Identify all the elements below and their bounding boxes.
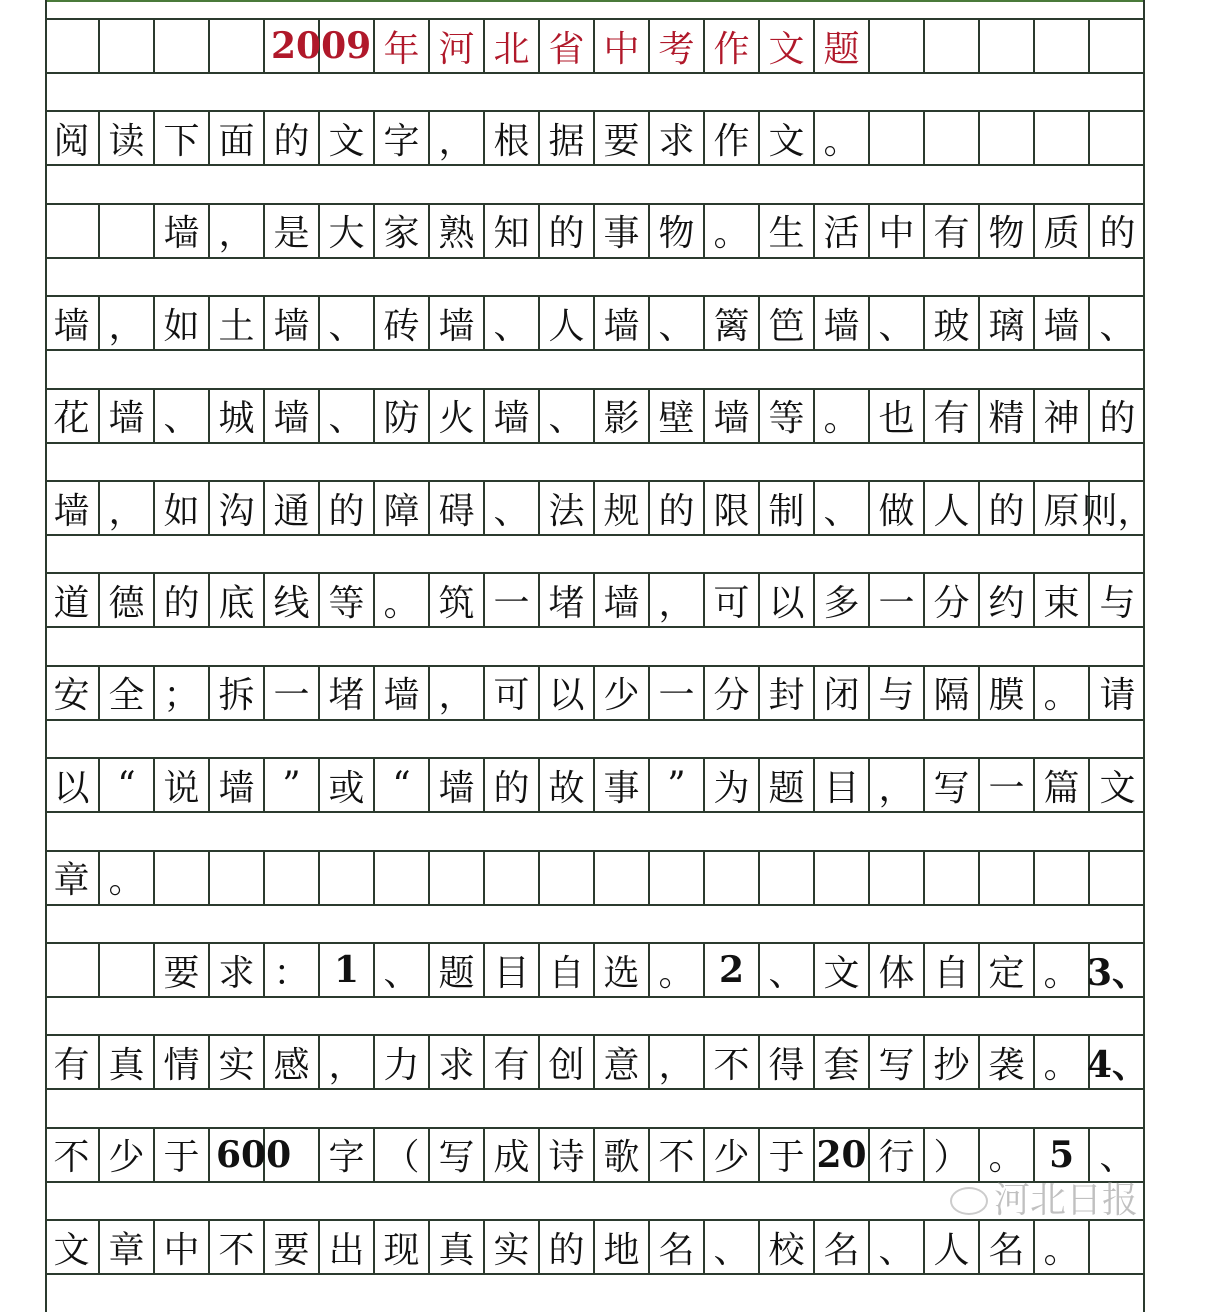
grid-cell: 活 bbox=[815, 205, 870, 257]
grid-cell: 字 bbox=[375, 112, 430, 164]
grid-cell: 以 bbox=[45, 759, 100, 811]
grid-cell: 璃 bbox=[980, 297, 1035, 349]
grid-cell: 墙 bbox=[265, 297, 320, 349]
grid-cell: 出 bbox=[320, 1221, 375, 1273]
grid-cell: 得 bbox=[760, 1036, 815, 1088]
grid-cell: 限 bbox=[705, 482, 760, 534]
grid-cell: 现 bbox=[375, 1221, 430, 1273]
grid-cell: 有 bbox=[925, 205, 980, 257]
grid-cell: 、 bbox=[155, 390, 210, 442]
grid-cell bbox=[45, 205, 100, 257]
grid-cell: 选 bbox=[595, 944, 650, 996]
grid-cell: 线 bbox=[265, 574, 320, 626]
grid-cell: 地 bbox=[595, 1221, 650, 1273]
grid-cell: 自 bbox=[540, 944, 595, 996]
grid-cell: 、 bbox=[650, 297, 705, 349]
grid-cell: 成 bbox=[485, 1129, 540, 1181]
grid-cell: ， bbox=[650, 574, 705, 626]
grid-cell: 真 bbox=[430, 1221, 485, 1273]
grid-cell: 生 bbox=[760, 205, 815, 257]
grid-cell: 的 bbox=[155, 574, 210, 626]
grid-cell: 通 bbox=[265, 482, 320, 534]
grid-cell: 目 bbox=[485, 944, 540, 996]
grid-cell: ， bbox=[870, 759, 925, 811]
grid-cell: 、 bbox=[760, 944, 815, 996]
grid-cell: ： bbox=[265, 944, 320, 996]
grid-cell: 题 bbox=[430, 944, 485, 996]
grid-cell: 体 bbox=[870, 944, 925, 996]
grid-cell bbox=[870, 20, 925, 72]
grid-cell: 一 bbox=[485, 574, 540, 626]
grid-cell bbox=[45, 20, 100, 72]
grid-cell: 名 bbox=[980, 1221, 1035, 1273]
grid-cell: 等 bbox=[320, 574, 375, 626]
grid-cell: 物 bbox=[980, 205, 1035, 257]
grid-cell: 也 bbox=[870, 390, 925, 442]
grid-cell: 沟 bbox=[210, 482, 265, 534]
grid-cell: 的 bbox=[1099, 213, 1136, 255]
grid-cell: 、 bbox=[870, 297, 925, 349]
grid-cell: 墙 bbox=[100, 390, 155, 442]
grid-cell: 定 bbox=[980, 944, 1035, 996]
grid-cell: 作 bbox=[705, 112, 760, 164]
grid-cell: 根 bbox=[485, 112, 540, 164]
composition-grid-paper bbox=[45, 0, 1154, 1312]
grid-cell: 墙 bbox=[485, 390, 540, 442]
grid-cell: 以 bbox=[760, 574, 815, 626]
grid-cell: 校 bbox=[760, 1221, 815, 1273]
grid-cell: 、 bbox=[1099, 305, 1136, 347]
grid-cell: 中 bbox=[595, 20, 650, 72]
grid-row bbox=[45, 572, 1145, 628]
grid-cell: 考 bbox=[650, 20, 705, 72]
grid-cell: 墙 bbox=[210, 759, 265, 811]
grid-cell: 的 bbox=[540, 205, 595, 257]
grid-cell: 、 bbox=[485, 482, 540, 534]
grid-cell: 章 bbox=[45, 852, 100, 904]
grid-cell: 约 bbox=[980, 574, 1035, 626]
grid-cell bbox=[1035, 20, 1090, 72]
grid-cell: 、 bbox=[540, 390, 595, 442]
grid-cell: 情 bbox=[155, 1036, 210, 1088]
grid-cell: 以 bbox=[540, 667, 595, 719]
grid-cell: 。 bbox=[1035, 944, 1090, 996]
grid-cell: 不 bbox=[45, 1129, 100, 1181]
grid-cell: 火 bbox=[430, 390, 485, 442]
grid-cell: 、 bbox=[815, 482, 870, 534]
grid-cell: 精 bbox=[980, 390, 1035, 442]
grid-cell: 河 bbox=[430, 20, 485, 72]
grid-cell: 的 bbox=[650, 482, 705, 534]
grid-cell: 求 bbox=[650, 112, 705, 164]
grid-cell: 下 bbox=[155, 112, 210, 164]
grid-cell bbox=[100, 944, 155, 996]
grid-cell: 2 bbox=[705, 944, 760, 996]
grid-cell: 墙 bbox=[265, 390, 320, 442]
grid-cell: 拆 bbox=[210, 667, 265, 719]
grid-cell: 4、 bbox=[1086, 1043, 1149, 1086]
grid-cell: 诗 bbox=[540, 1129, 595, 1181]
grid-cell: 的 bbox=[980, 482, 1035, 534]
grid-cell: 600 bbox=[210, 1129, 265, 1181]
grid-cell: ， bbox=[320, 1036, 375, 1088]
grid-cell: 有 bbox=[45, 1036, 100, 1088]
grid-cell: ， bbox=[430, 667, 485, 719]
grid-cell: 的 bbox=[1099, 398, 1136, 440]
grid-cell bbox=[540, 852, 595, 904]
grid-cell bbox=[760, 852, 815, 904]
grid-cell: 写 bbox=[430, 1129, 485, 1181]
grid-cell: 求 bbox=[210, 944, 265, 996]
grid-cell: 可 bbox=[485, 667, 540, 719]
grid-cell: 影 bbox=[595, 390, 650, 442]
grid-cell: 神 bbox=[1035, 390, 1090, 442]
grid-row bbox=[45, 850, 1145, 906]
grid-cell: 袭 bbox=[980, 1036, 1035, 1088]
grid-cell bbox=[100, 205, 155, 257]
grid-cell: ； bbox=[155, 667, 210, 719]
grid-cell: 章 bbox=[100, 1221, 155, 1273]
grid-cell: 。 bbox=[650, 944, 705, 996]
grid-cell: 文 bbox=[320, 112, 375, 164]
grid-cell: 全 bbox=[100, 667, 155, 719]
grid-row bbox=[45, 665, 1145, 721]
grid-cell: 篇 bbox=[1035, 759, 1090, 811]
grid-cell bbox=[210, 852, 265, 904]
grid-cell: 作 bbox=[705, 20, 760, 72]
grid-cell: 封 bbox=[760, 667, 815, 719]
grid-cell: 熟 bbox=[430, 205, 485, 257]
grid-cell: 墙 bbox=[45, 482, 100, 534]
grid-cell: 分 bbox=[925, 574, 980, 626]
grid-cell: 要 bbox=[265, 1221, 320, 1273]
grid-cell: 真 bbox=[100, 1036, 155, 1088]
grid-cell: 的 bbox=[540, 1221, 595, 1273]
grid-cell: 、 bbox=[870, 1221, 925, 1273]
grid-cell: 花 bbox=[45, 390, 100, 442]
grid-cell: 有 bbox=[485, 1036, 540, 1088]
grid-cell: 自 bbox=[925, 944, 980, 996]
grid-cell bbox=[155, 20, 210, 72]
grid-cell bbox=[980, 852, 1035, 904]
grid-cell: ” bbox=[265, 759, 320, 811]
grid-cell: 。 bbox=[1035, 1036, 1090, 1088]
grid-cell bbox=[320, 852, 375, 904]
grid-cell bbox=[1035, 852, 1090, 904]
grid-cell: 歌 bbox=[595, 1129, 650, 1181]
grid-row bbox=[45, 480, 1154, 536]
grid-cell: 文 bbox=[815, 944, 870, 996]
grid-cell bbox=[45, 944, 100, 996]
grid-row bbox=[45, 757, 1145, 813]
grid-cell: 一 bbox=[650, 667, 705, 719]
grid-cell: 省 bbox=[540, 20, 595, 72]
watermark bbox=[950, 1180, 1139, 1221]
grid-cell: 墙 bbox=[45, 297, 100, 349]
grid-cell: ） bbox=[925, 1129, 980, 1181]
grid-cell: 墙 bbox=[815, 297, 870, 349]
grid-cell: 与 bbox=[1099, 582, 1136, 624]
grid-cell bbox=[210, 20, 265, 72]
grid-cell: 字 bbox=[320, 1129, 375, 1181]
grid-cell: 文 bbox=[760, 112, 815, 164]
grid-cell: 20 bbox=[815, 1129, 870, 1181]
grid-cell: 阅 bbox=[45, 112, 100, 164]
grid-cell: 制 bbox=[760, 482, 815, 534]
grid-cell bbox=[705, 852, 760, 904]
grid-cell: 北 bbox=[485, 20, 540, 72]
grid-cell: 物 bbox=[650, 205, 705, 257]
grid-row bbox=[45, 942, 1149, 998]
grid-cell: 篱 bbox=[705, 297, 760, 349]
grid-cell: 墙 bbox=[155, 205, 210, 257]
grid-cell: 法 bbox=[540, 482, 595, 534]
grid-cell: ， bbox=[650, 1036, 705, 1088]
grid-cell: 名 bbox=[815, 1221, 870, 1273]
grid-cell: 德 bbox=[100, 574, 155, 626]
grid-cell: 要 bbox=[155, 944, 210, 996]
grid-cell: 实 bbox=[485, 1221, 540, 1273]
grid-cell: 抄 bbox=[925, 1036, 980, 1088]
grid-cell: 墙 bbox=[430, 297, 485, 349]
grid-cell: 中 bbox=[870, 205, 925, 257]
grid-cell: ， bbox=[210, 205, 265, 257]
grid-cell: 墙 bbox=[705, 390, 760, 442]
grid-cell: 等 bbox=[760, 390, 815, 442]
grid-cell: 堵 bbox=[540, 574, 595, 626]
grid-cell: 。 bbox=[815, 112, 870, 164]
grid-cell: （ bbox=[375, 1129, 430, 1181]
grid-cell: 文 bbox=[45, 1221, 100, 1273]
grid-cell bbox=[1090, 852, 1145, 904]
grid-cell: 写 bbox=[925, 759, 980, 811]
grid-cell: 面 bbox=[210, 112, 265, 164]
watermark-text: 河北日报 bbox=[994, 1180, 1139, 1221]
grid-cell: “ bbox=[375, 759, 430, 811]
grid-cell: 读 bbox=[100, 112, 155, 164]
grid-cell: 砖 bbox=[375, 297, 430, 349]
grid-cell: ， bbox=[100, 482, 155, 534]
grid-cell: 、 bbox=[705, 1221, 760, 1273]
grid-cell: 不 bbox=[650, 1129, 705, 1181]
grid-cell: 为 bbox=[705, 759, 760, 811]
grid-cell: ， bbox=[430, 112, 485, 164]
grid-cell: 。 bbox=[980, 1129, 1035, 1181]
grid-cell: 膜 bbox=[980, 667, 1035, 719]
grid-cell: 题 bbox=[760, 759, 815, 811]
grid-cell: 土 bbox=[210, 297, 265, 349]
grid-cell: 一 bbox=[265, 667, 320, 719]
grid-cell: 要 bbox=[595, 112, 650, 164]
grid-row bbox=[45, 1127, 1145, 1183]
grid-cell: 年 bbox=[375, 20, 430, 72]
grid-cell: 于 bbox=[155, 1129, 210, 1181]
grid-cell: 、 bbox=[320, 390, 375, 442]
grid-cell: 名 bbox=[650, 1221, 705, 1273]
grid-cell: 隔 bbox=[925, 667, 980, 719]
grid-cell: 不 bbox=[705, 1036, 760, 1088]
grid-cell bbox=[870, 852, 925, 904]
grid-cell: 请 bbox=[1099, 675, 1136, 717]
grid-cell: 事 bbox=[595, 205, 650, 257]
grid-cell: 感 bbox=[265, 1036, 320, 1088]
grid-cell: 的 bbox=[320, 482, 375, 534]
grid-cell: 文 bbox=[1099, 767, 1136, 809]
grid-cell: 。 bbox=[815, 390, 870, 442]
grid-cell: 套 bbox=[815, 1036, 870, 1088]
grid-cell: 如 bbox=[155, 297, 210, 349]
grid-cell bbox=[650, 852, 705, 904]
grid-cell: 底 bbox=[210, 574, 265, 626]
grid-cell bbox=[595, 852, 650, 904]
grid-cell: 质 bbox=[1035, 205, 1090, 257]
grid-cell bbox=[925, 112, 980, 164]
grid-cell: 。 bbox=[705, 205, 760, 257]
grid-cell: 可 bbox=[705, 574, 760, 626]
grid-cell bbox=[430, 852, 485, 904]
grid-cell: 于 bbox=[760, 1129, 815, 1181]
grid-cell: 城 bbox=[210, 390, 265, 442]
grid-cell: 道 bbox=[45, 574, 100, 626]
grid-cell: 墙 bbox=[595, 297, 650, 349]
grid-cell bbox=[1035, 112, 1090, 164]
grid-row bbox=[45, 1034, 1149, 1090]
grid-cell: 分 bbox=[705, 667, 760, 719]
grid-cell: 墙 bbox=[430, 759, 485, 811]
grid-cell: 目 bbox=[815, 759, 870, 811]
grid-cell: 意 bbox=[595, 1036, 650, 1088]
grid-cell: 不 bbox=[210, 1221, 265, 1273]
grid-row bbox=[45, 203, 1145, 259]
grid-cell bbox=[980, 112, 1035, 164]
grid-cell: ， bbox=[100, 297, 155, 349]
grid-cell: 说 bbox=[155, 759, 210, 811]
grid-cell: 墙 bbox=[595, 574, 650, 626]
grid-cell: 安 bbox=[45, 667, 100, 719]
grid-cell: 据 bbox=[540, 112, 595, 164]
grid-cell: 有 bbox=[925, 390, 980, 442]
grid-cell bbox=[925, 20, 980, 72]
grid-cell bbox=[100, 20, 155, 72]
grid-cell bbox=[375, 852, 430, 904]
title-row bbox=[45, 18, 1145, 74]
grid-row bbox=[45, 110, 1145, 166]
grid-cell: 的 bbox=[485, 759, 540, 811]
grid-cell bbox=[265, 852, 320, 904]
grid-cell: 实 bbox=[210, 1036, 265, 1088]
grid-cell: 人 bbox=[925, 1221, 980, 1273]
grid-cell: 行 bbox=[870, 1129, 925, 1181]
grid-cell: 、 bbox=[375, 944, 430, 996]
grid-cell: 少 bbox=[705, 1129, 760, 1181]
grid-cell bbox=[980, 20, 1035, 72]
grid-cell: 一 bbox=[980, 759, 1035, 811]
grid-cell: 碍 bbox=[430, 482, 485, 534]
grid-cell: 闭 bbox=[815, 667, 870, 719]
grid-cell: 家 bbox=[375, 205, 430, 257]
grid-cell: 、 bbox=[1099, 1137, 1136, 1179]
grid-cell: 人 bbox=[925, 482, 980, 534]
grid-cell: 、 bbox=[485, 297, 540, 349]
grid-cell: 障 bbox=[375, 482, 430, 534]
grid-cell: 与 bbox=[870, 667, 925, 719]
grid-cell: 。 bbox=[1035, 667, 1090, 719]
grid-cell: 3、 bbox=[1086, 951, 1149, 994]
grid-cell: 力 bbox=[375, 1036, 430, 1088]
grid-cell: ” bbox=[650, 759, 705, 811]
grid-cell: 。 bbox=[100, 852, 155, 904]
grid-row bbox=[45, 388, 1145, 444]
grid-cell: 束 bbox=[1035, 574, 1090, 626]
grid-cell bbox=[1090, 20, 1145, 72]
wechat-logo-icon bbox=[950, 1187, 988, 1215]
grid-cell bbox=[155, 852, 210, 904]
grid-cell bbox=[1090, 112, 1145, 164]
grid-cell: 或 bbox=[320, 759, 375, 811]
grid-cell: 中 bbox=[155, 1221, 210, 1273]
grid-cell: 墙 bbox=[1035, 297, 1090, 349]
grid-row bbox=[45, 295, 1145, 351]
grid-cell: 的 bbox=[265, 112, 320, 164]
grid-cell: 少 bbox=[100, 1129, 155, 1181]
grid-cell: 。 bbox=[1035, 1221, 1090, 1273]
grid-cell: 如 bbox=[155, 482, 210, 534]
grid-cell: 1 bbox=[320, 944, 375, 996]
grid-cell: 知 bbox=[485, 205, 540, 257]
grid-cell: 2009 bbox=[265, 20, 320, 72]
grid-cell bbox=[925, 852, 980, 904]
grid-cell: 笆 bbox=[760, 297, 815, 349]
grid-row bbox=[45, 1219, 1145, 1275]
grid-cell bbox=[870, 112, 925, 164]
grid-cell: 筑 bbox=[430, 574, 485, 626]
grid-cell: 一 bbox=[870, 574, 925, 626]
grid-cell: 题 bbox=[815, 20, 870, 72]
grid-cell: 防 bbox=[375, 390, 430, 442]
grid-cell: 大 bbox=[320, 205, 375, 257]
grid-cell: 事 bbox=[595, 759, 650, 811]
grid-cell: 壁 bbox=[650, 390, 705, 442]
grid-cell bbox=[815, 852, 870, 904]
grid-cell: 求 bbox=[430, 1036, 485, 1088]
grid-cell: 做 bbox=[870, 482, 925, 534]
grid-cell bbox=[1090, 1221, 1145, 1273]
grid-cell: 是 bbox=[265, 205, 320, 257]
grid-cell: 5 bbox=[1035, 1129, 1090, 1181]
grid-cell: 人 bbox=[540, 297, 595, 349]
grid-cell: 原 bbox=[1035, 482, 1090, 534]
grid-cell: 故 bbox=[540, 759, 595, 811]
grid-cell: 创 bbox=[540, 1036, 595, 1088]
grid-cell: 。 bbox=[375, 574, 430, 626]
grid-cell bbox=[485, 852, 540, 904]
grid-cell: 墙 bbox=[375, 667, 430, 719]
grid-cell: 规 bbox=[595, 482, 650, 534]
grid-cell: 文 bbox=[760, 20, 815, 72]
grid-cell: 少 bbox=[595, 667, 650, 719]
grid-cell: 则， bbox=[1081, 490, 1154, 532]
grid-cell: 玻 bbox=[925, 297, 980, 349]
grid-cell: 、 bbox=[320, 297, 375, 349]
grid-cell: 多 bbox=[815, 574, 870, 626]
grid-cell: 堵 bbox=[320, 667, 375, 719]
grid-cell: “ bbox=[100, 759, 155, 811]
grid-cell: 写 bbox=[870, 1036, 925, 1088]
